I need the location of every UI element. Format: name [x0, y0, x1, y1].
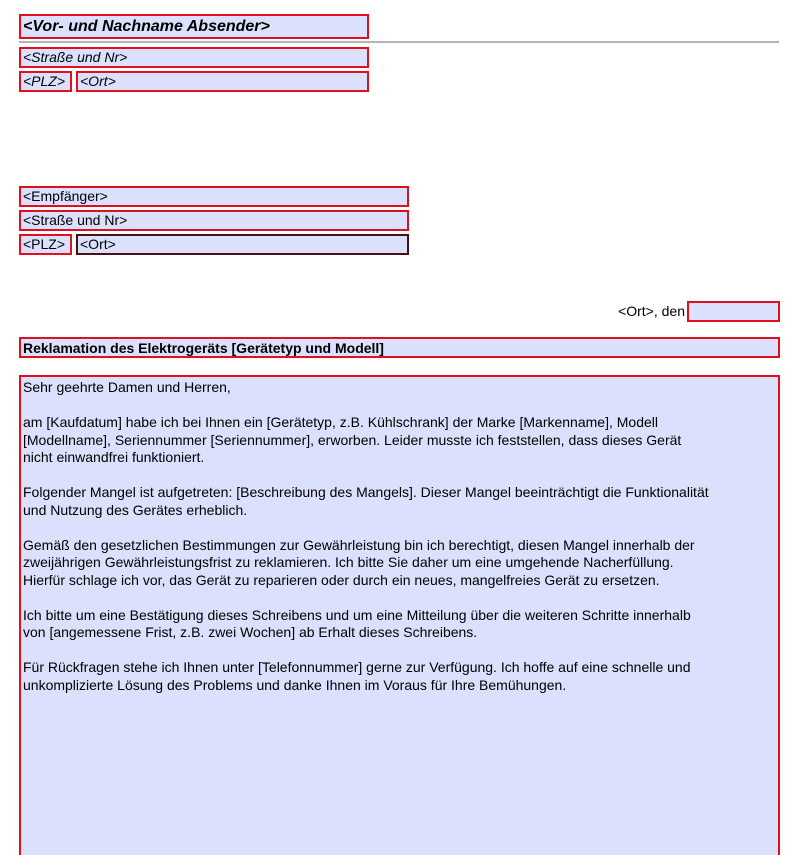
- body-paragraph-3: Gemäß den gesetzlichen Bestimmungen zur Gewährleistung bin ich berechtigt, diesen Mangel innerhalb der zweijährigen Gewährleistungsfrist zu reklamieren. Ich bitte Sie daher um eine umgehende Nacherfüllung. Hierfür schlage ich vor, das Gerät zu reparieren oder durch ein neues, mangelfreies Gerät zu ersetzen.: [23, 536, 695, 588]
- date-place-label: <Ort>, den: [618, 303, 685, 319]
- body-paragraph-2: Folgender Mangel ist aufgetreten: [Beschreibung des Mangels]. Dieser Mangel beeinträchtigt die Funktionalität und Nutzung des Gerätes erheblich.: [23, 484, 709, 518]
- sender-zip-field[interactable]: <PLZ>: [19, 71, 72, 92]
- sender-name-field[interactable]: <Vor- und Nachname Absender>: [19, 14, 369, 39]
- header-divider: [19, 41, 779, 43]
- recipient-name-field[interactable]: <Empfänger>: [19, 186, 409, 207]
- recipient-zip-field[interactable]: <PLZ>: [19, 234, 72, 255]
- body-paragraph-1: am [Kaufdatum] habe ich bei Ihnen ein [Gerätetyp, z.B. Kühlschrank] der Marke [Markenname], Modell [Modellname], Seriennummer [Seriennummer], erworben. Leider musste ich feststellen, dass dieses Gerät nicht einwandfrei funktioniert.: [23, 414, 682, 465]
- recipient-city-field[interactable]: <Ort>: [76, 234, 409, 255]
- greeting: Sehr geehrte Damen und Herren,: [23, 379, 231, 395]
- date-field[interactable]: [687, 301, 780, 322]
- body-paragraph-5: Für Rückfragen stehe ich Ihnen unter [Telefonnummer] gerne zur Verfügung. Ich hoffe auf eine schnelle und unkomplizierte Lösung des Problems und danke Ihnen im Voraus für Ihre Bemühungen.: [23, 659, 691, 693]
- recipient-street-field[interactable]: <Straße und Nr>: [19, 210, 409, 231]
- letter-body-field[interactable]: [19, 375, 780, 855]
- sender-street-field[interactable]: <Straße und Nr>: [19, 47, 369, 68]
- subject-field[interactable]: Reklamation des Elektrogeräts [Gerätetyp und Modell]: [19, 337, 780, 358]
- sender-city-field[interactable]: <Ort>: [76, 71, 369, 92]
- body-paragraph-4: Ich bitte um eine Bestätigung dieses Schreibens und um eine Mitteilung über die weiteren Schritte innerhalb von [angemessene Frist, z.B. zwei Wochen] ab Erhalt dieses Schreibens.: [23, 606, 691, 640]
